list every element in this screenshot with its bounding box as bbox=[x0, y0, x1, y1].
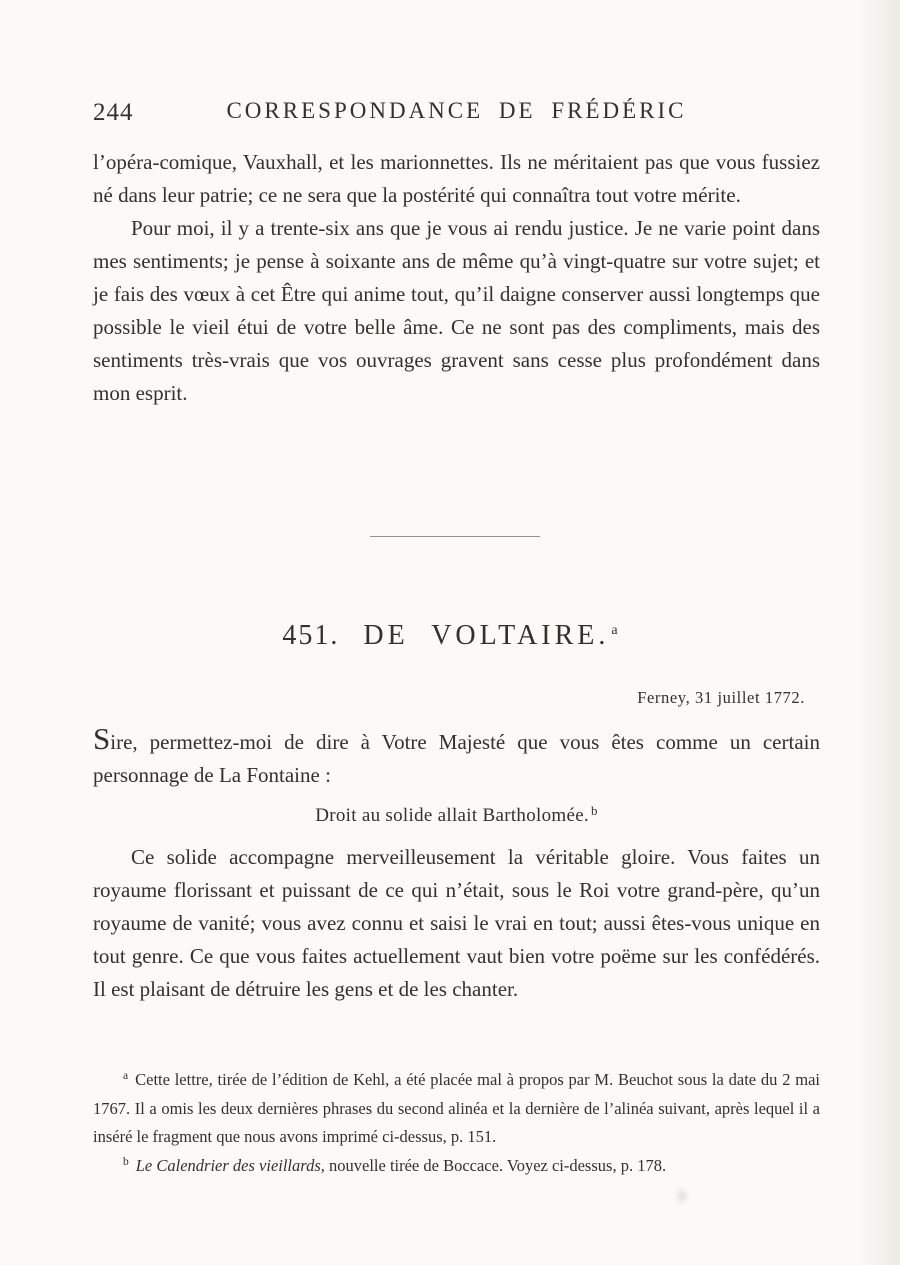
footnotes-block bbox=[93, 1066, 820, 1180]
footnote-a bbox=[93, 1066, 820, 1152]
letter-opening bbox=[93, 721, 820, 792]
footnote-a-text: Cette lettre, tirée de l’édition de Kehl, a été placée mal à propos par M. Beuchot sous la date du 2 mai 1767. Il a omis les deux dernières phrases du second alinéa et la dernière de l’alinéa suivant, après lequel il a inséré le fragment que nous avons imprimé ci-dessus, p. 151. bbox=[93, 1070, 820, 1146]
letter-title: DE VOLTAIRE. bbox=[363, 620, 610, 651]
running-title: CORRESPONDANCE DE FRÉDÉRIC bbox=[226, 98, 687, 123]
previous-letter-text bbox=[93, 146, 820, 410]
letter-body bbox=[93, 721, 820, 1006]
verse-text: Droit au solide allait Bartholomée. bbox=[315, 805, 589, 826]
footnote-b-text: nouvelle tirée de Boccace. Voyez ci-dessus, p. 178. bbox=[324, 1155, 667, 1175]
footnote-b-work-title: Le Calendrier des vieillards, bbox=[135, 1155, 325, 1175]
footnote-ref-a-marker: a bbox=[611, 623, 618, 638]
footnote-a-ref: a bbox=[123, 1070, 129, 1082]
letter-number: 451. bbox=[282, 620, 340, 651]
page-header bbox=[93, 98, 820, 130]
footnote-b bbox=[93, 1152, 820, 1181]
verse-quote bbox=[93, 801, 820, 831]
letter-heading bbox=[0, 620, 900, 652]
footnote-b-ref: b bbox=[123, 1155, 129, 1168]
paragraph-continuation: l’opéra-comique, Vauxhall, et les marionnettes. Ils ne méritaient pas que vous fussiez né dans leur patrie; ce ne sera que la postérité qui connaîtra tout votre mérite. bbox=[93, 150, 820, 207]
dateline: Ferney, 31 juillet 1772. bbox=[637, 688, 805, 707]
footnote-ref-b-marker: b bbox=[590, 803, 598, 818]
opening-initial-cap: S bbox=[93, 721, 111, 756]
section-divider bbox=[370, 536, 540, 537]
page-number: 244 bbox=[93, 99, 134, 126]
opening-text: ire, permettez-moi de dire à Votre Majesté que vous êtes comme un certain personnage de La Fontaine : bbox=[93, 730, 820, 787]
scan-smudge bbox=[674, 1186, 690, 1206]
paragraph: Pour moi, il y a trente-six ans que je vous ai rendu justice. Je ne varie point dans mes sentiments; je pense à soixante ans de même qu’à vingt-quatre sur votre sujet; et je fais des vœux à cet Être qui anime tout, qu’il daigne conserver aussi longtemps que possible le vieil étui de votre belle âme. Ce ne sont pas des compliments, mais des sentiments très-vrais que vos ouvrages gravent sans cesse plus profondément dans mon esprit. bbox=[93, 216, 820, 405]
letter-paragraph: Ce solide accompagne merveilleusement la véritable gloire. Vous faites un royaume florissant et puissant de ce qui n’était, sous le Roi votre grand-père, qu’un royaume de vanité; vous avez connu et saisi le vrai en tout; aussi êtes-vous unique en tout genre. Ce que vous faites actuellement vaut bien votre poëme sur les confédérés. Il est plaisant de détruire les gens et de les chanter. bbox=[93, 845, 820, 1001]
